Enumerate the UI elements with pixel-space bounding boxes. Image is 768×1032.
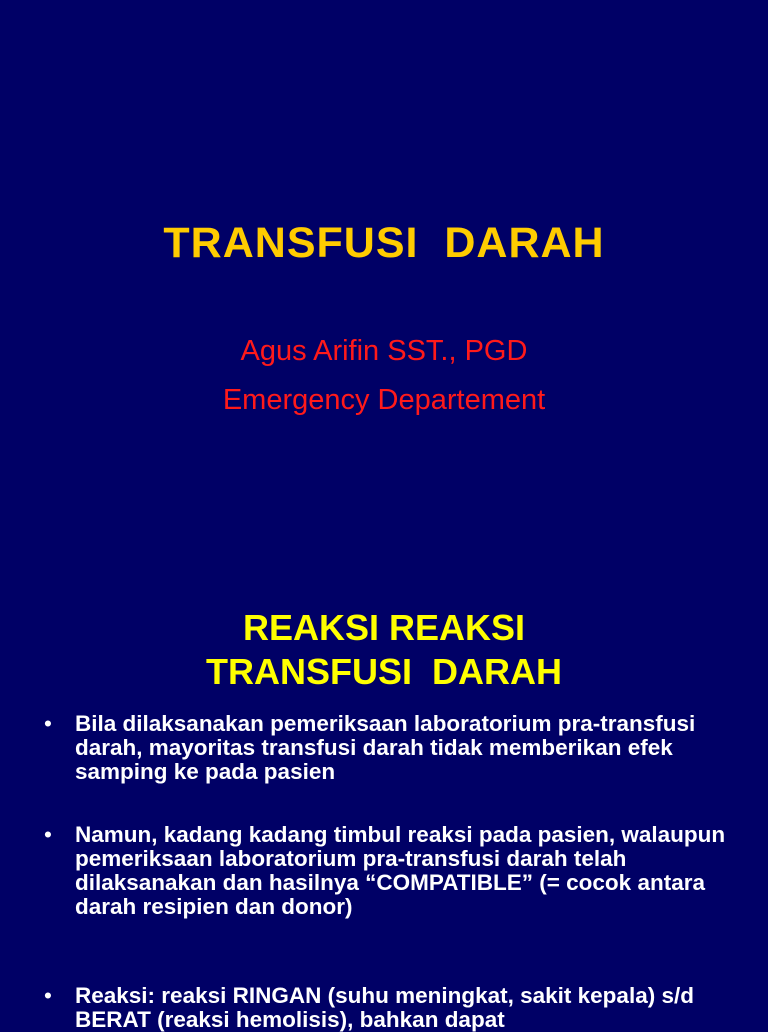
list-item (44, 711, 755, 784)
slide-title: TRANSFUSI DARAH (163, 219, 605, 267)
bullet-text: Reaksi: reaksi RINGAN (suhu meningkat, sakit kepala) s/d BERAT (reaksi hemolisis), bahkan dapat (75, 983, 694, 1032)
bullet-icon: • (44, 983, 52, 1008)
bullet-icon: • (44, 822, 52, 847)
list-item (44, 983, 755, 1032)
section-title-line-2: TRANSFUSI DARAH (206, 651, 562, 692)
department-name: Emergency Departement (222, 384, 546, 416)
author-name: Agus Arifin SST., PGD (240, 335, 528, 367)
content-slide (0, 576, 768, 1032)
list-item (44, 822, 755, 919)
bullet-text: Bila dilaksanakan pemeriksaan laboratorium pra-transfusi darah, mayoritas transfusi darah tidak memberikan efek samping ke pada pasien (75, 711, 696, 784)
bullet-icon: • (44, 711, 52, 736)
bullet-text: Namun, kadang kadang timbul reaksi pada pasien, walaupun pemeriksaan laboratorium pra-transfusi darah telah dilaksanakan dan hasilnya “COMPATIBLE” (= cocok antara darah resipien dan donor) (75, 822, 726, 919)
section-title-line-1: REAKSI REAKSI (242, 607, 526, 648)
